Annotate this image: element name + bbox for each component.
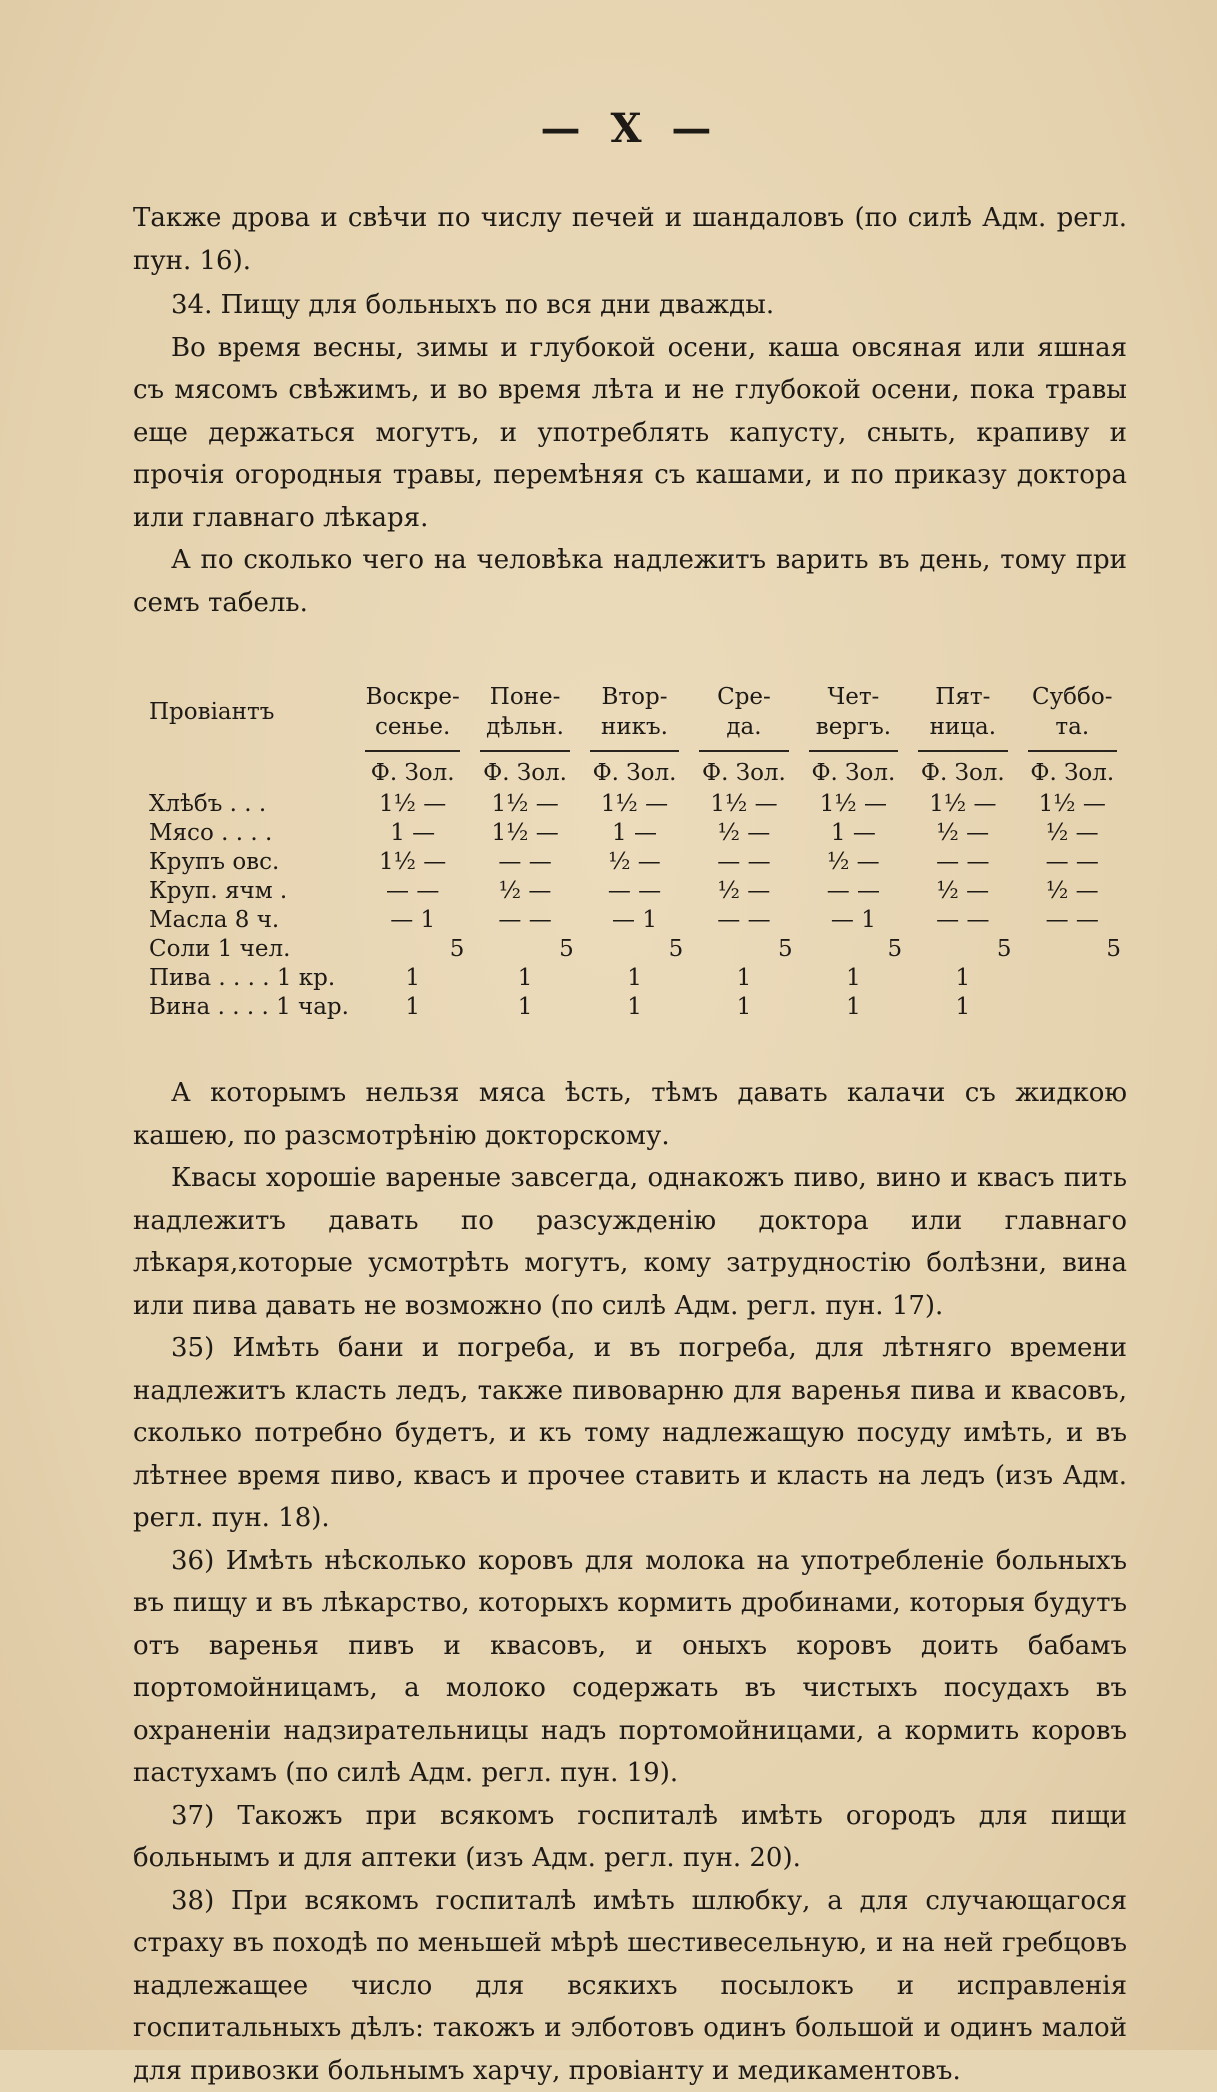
table-cell: 5 — [799, 935, 908, 964]
table-cell: 1 — — [355, 819, 470, 848]
unit-label: Ф. Зол. — [1018, 756, 1127, 790]
table-cell: — — — [470, 906, 579, 935]
day-header-label: Чет- вергъ. — [816, 684, 891, 740]
table-cell: ½ — — [580, 848, 689, 877]
table-cell: 1 — — [580, 819, 689, 848]
table-cell: — 1 — [355, 906, 470, 935]
table-cell: 1 — — [799, 819, 908, 848]
table-row — [149, 964, 1127, 993]
brace-rule — [590, 750, 679, 752]
day-header-label: Поне- дѣльн. — [486, 684, 564, 740]
table-header-row — [149, 682, 1127, 742]
table-row — [149, 935, 1127, 964]
table-cell: 1 — [470, 964, 579, 993]
paragraph: Квасы хорошіе вареные завсегда, однакожъ пиво, вино и квасъ пить надлежитъ давать по разсужденію доктора или главнаго лѣкаря,которые усмотрѣть могутъ, кому затрудностію болѣзни, вина или пива давать не возможно (по силѣ Адм. регл. пун. 17). — [133, 1157, 1127, 1327]
table-cell: 5 — [580, 935, 689, 964]
unit-label: Ф. Зол. — [799, 756, 908, 790]
provisions-table — [149, 682, 1127, 1022]
unit-row — [149, 756, 1127, 790]
table-row — [149, 848, 1127, 877]
table-cell: 5 — [470, 935, 579, 964]
day-header — [799, 682, 908, 742]
table-cell: — — — [799, 877, 908, 906]
table-cell: — 1 — [580, 906, 689, 935]
table-row — [149, 877, 1127, 906]
day-header — [355, 682, 470, 742]
provision-name: Масла 8 ч. — [149, 906, 355, 935]
brace-rule — [365, 750, 460, 752]
brace-rule — [699, 750, 788, 752]
unit-label: Ф. Зол. — [470, 756, 579, 790]
table-cell — [1018, 993, 1127, 1022]
table-cell: — — — [689, 848, 798, 877]
table-row — [149, 906, 1127, 935]
paragraph: 35) Имѣть бани и погреба, и въ погреба, для лѣтняго времени надлежитъ класть ледъ, также пивоварню для варенья пива и квасовъ, сколько потребно будетъ, и къ тому надлежащую посуду имѣть, и въ лѣтнее время пиво, квасъ и прочее ставить и класть на ледъ (изъ Адм. регл. пун. 18). — [133, 1327, 1127, 1540]
table-cell: — — — [580, 877, 689, 906]
table-row — [149, 993, 1127, 1022]
table-cell: ½ — — [1018, 819, 1127, 848]
table-cell: — — — [470, 848, 579, 877]
table-cell: — — — [355, 877, 470, 906]
paragraph: А по сколько чего на человѣка надлежитъ варить въ день, тому при семъ табель. — [133, 539, 1127, 624]
provision-name: Пива . . . . 1 кр. — [149, 964, 355, 993]
paragraph: Также дрова и свѣчи по числу печей и шандаловъ (по силѣ Адм. регл. пун. 16). — [133, 197, 1127, 282]
provision-name: Вина . . . . 1 чар. — [149, 993, 355, 1022]
paragraph: А которымъ нельзя мяса ѣсть, тѣмъ давать калачи съ жидкою кашею, по разсмотрѣнію докторскому. — [133, 1072, 1127, 1157]
provision-name: Мясо . . . . — [149, 819, 355, 848]
row-header-label: Провіантъ — [149, 682, 355, 742]
table-cell: — — — [1018, 848, 1127, 877]
day-header — [689, 682, 798, 742]
paragraph: 37) Такожъ при всякомъ госпиталѣ имѣть огородъ для пищи больнымъ и для аптеки (изъ Адм. регл. пун. 20). — [133, 1795, 1127, 1880]
table-cell: 1½ — — [470, 790, 579, 819]
header-rule-row — [149, 742, 1127, 756]
table-cell: 1½ — — [580, 790, 689, 819]
table-cell: 1½ — — [470, 819, 579, 848]
table-cell: 1½ — — [355, 790, 470, 819]
unit-label: Ф. Зол. — [908, 756, 1017, 790]
table-cell: 1½ — — [1018, 790, 1127, 819]
table-cell: 5 — [1018, 935, 1127, 964]
provision-name: Круп. ячм . — [149, 877, 355, 906]
paragraph: 38) При всякомъ госпиталѣ имѣть шлюбку, а для случающагося страху въ походѣ по меньшей мѣрѣ шестивесельную, и на ней гребцовъ надлежащее число для всякихъ посылокъ и исправленія госпитальныхъ дѣлъ: такожъ и элботовъ одинъ большой и одинъ малой для привозки больнымъ харчу, провіанту и медикаментовъ. — [133, 1880, 1127, 2092]
table-row — [149, 819, 1127, 848]
table-cell: — — — [908, 848, 1017, 877]
table-cell: 1 — [689, 964, 798, 993]
paragraph: 36) Имѣть нѣсколько коровъ для молока на употребленіе больныхъ въ пищу и въ лѣкарство, которыхъ кормить дробинами, которыя будутъ отъ варенья пивъ и квасовъ, и оныхъ коровъ доить бабамъ портомойницамъ, а молоко содержать въ чистыхъ посудахъ въ охраненіи надзирательницы надъ портомойницами, а кормить коровъ пастухамъ (по силѣ Адм. регл. пун. 19). — [133, 1540, 1127, 1795]
table-cell: 1 — [580, 993, 689, 1022]
table-cell: — — — [1018, 906, 1127, 935]
provision-name: Крупъ овс. — [149, 848, 355, 877]
paragraph: Во время весны, зимы и глубокой осени, каша овсяная или яшная съ мясомъ свѣжимъ, и во время лѣта и не глубокой осени, пока травы еще держаться могутъ, и употреблять капусту, сныть, крапиву и прочія огородныя травы, перемѣняя съ кашами, и по приказу доктора или главнаго лѣкаря. — [133, 327, 1127, 540]
table-cell: 1 — [355, 964, 470, 993]
day-header-label: Пят- ница. — [930, 684, 996, 740]
day-header-label: Суббо- та. — [1032, 684, 1112, 740]
unit-label: Ф. Зол. — [580, 756, 689, 790]
table-cell: — — — [908, 906, 1017, 935]
unit-label: Ф. Зол. — [355, 756, 470, 790]
day-header — [908, 682, 1017, 742]
table-cell: ½ — — [908, 819, 1017, 848]
table-cell: 1½ — — [689, 790, 798, 819]
table-cell: 5 — [689, 935, 798, 964]
brace-rule — [918, 750, 1007, 752]
table-cell — [1018, 964, 1127, 993]
table-cell: ½ — — [1018, 877, 1127, 906]
table-cell: 1 — [908, 964, 1017, 993]
table-cell: — — — [689, 906, 798, 935]
table-row — [149, 790, 1127, 819]
table-cell: ½ — — [908, 877, 1017, 906]
table-cell: 5 — [355, 935, 470, 964]
table-cell: 1 — [470, 993, 579, 1022]
table-cell: 1 — [799, 964, 908, 993]
day-header-label: Втор- никъ. — [601, 684, 668, 740]
table-cell: 1½ — — [799, 790, 908, 819]
table-cell: ½ — — [689, 877, 798, 906]
table-cell: 1 — [799, 993, 908, 1022]
table-cell: 1 — [689, 993, 798, 1022]
table-cell: 1 — [908, 993, 1017, 1022]
day-header — [1018, 682, 1127, 742]
table-cell: ½ — — [689, 819, 798, 848]
table-cell: ½ — — [799, 848, 908, 877]
table-cell: ½ — — [470, 877, 579, 906]
page-number: — X — — [133, 105, 1127, 149]
table-cell: 1½ — — [908, 790, 1017, 819]
brace-rule — [480, 750, 569, 752]
table-cell: 1½ — — [355, 848, 470, 877]
brace-rule — [809, 750, 898, 752]
day-header-label: Воскре- сенье. — [366, 684, 460, 740]
unit-label: Ф. Зол. — [689, 756, 798, 790]
provision-name: Соли 1 чел. — [149, 935, 355, 964]
table-cell: — 1 — [799, 906, 908, 935]
table-cell: 1 — [580, 964, 689, 993]
table-cell: 5 — [908, 935, 1017, 964]
day-header — [580, 682, 689, 742]
brace-rule — [1028, 750, 1117, 752]
provision-name: Хлѣбъ . . . — [149, 790, 355, 819]
day-header-label: Сре- да. — [717, 684, 771, 740]
day-header — [470, 682, 579, 742]
table-cell: 1 — [355, 993, 470, 1022]
paragraph: 34. Пищу для больныхъ по вся дни дважды. — [133, 284, 1127, 327]
